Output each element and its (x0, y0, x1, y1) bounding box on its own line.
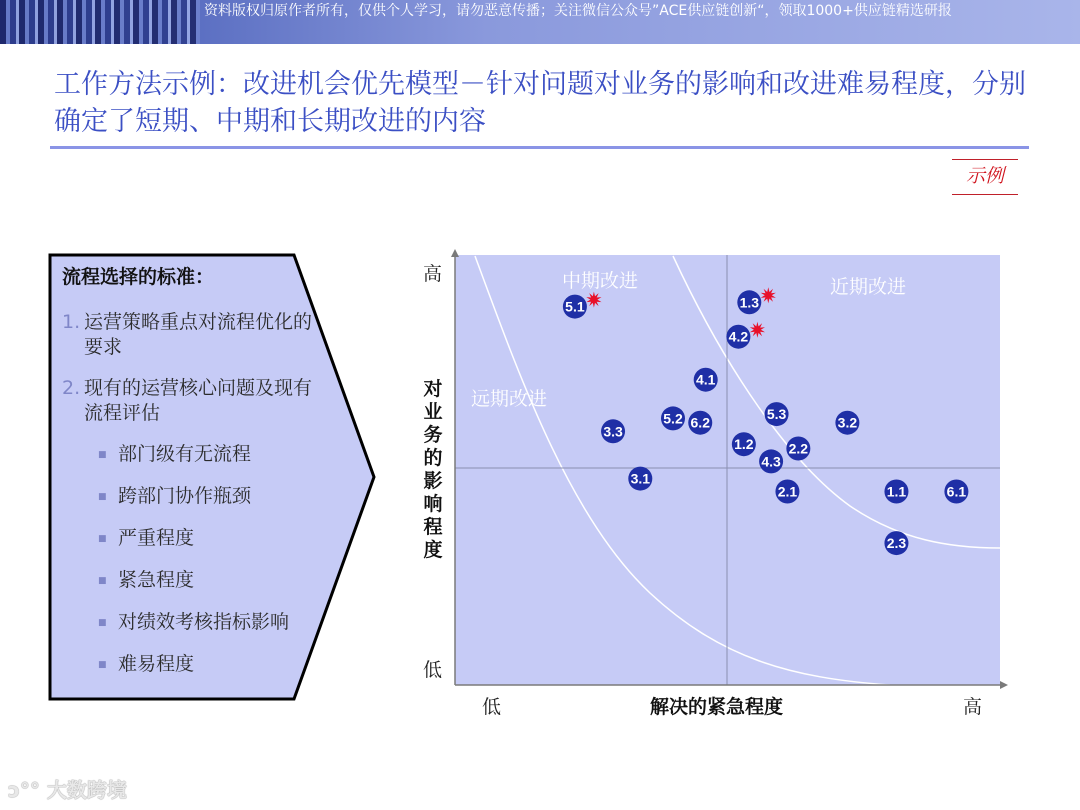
matrix-item-2-2 (786, 437, 810, 461)
criteria-item-number: 2. (62, 377, 81, 399)
bullet-square-icon: ■ (98, 492, 107, 502)
criteria-bullet-text: 紧急程度 (118, 569, 195, 591)
criteria-bullet (98, 610, 312, 636)
item-label: 1.2 (734, 436, 754, 453)
matrix-item-2-3 (884, 531, 908, 555)
item-label: 3.1 (630, 470, 651, 487)
top-banner (0, 0, 1080, 44)
brand-logo (8, 774, 127, 803)
item-label: 3.2 (837, 414, 858, 431)
y-axis-low-label: 低 (423, 659, 443, 681)
bullet-square-icon: ■ (98, 618, 107, 628)
bullet-square-icon: ■ (98, 660, 107, 670)
near-term-boundary-curve (673, 256, 1000, 548)
matrix-item-6-1 (944, 480, 968, 504)
priority-star-icon (761, 287, 776, 303)
criteria-item-number: 1. (62, 311, 81, 333)
logo-mark-icon: ↄ°° (8, 778, 40, 802)
item-label: 4.1 (695, 371, 716, 388)
y-axis-arrow-icon (451, 249, 459, 257)
matrix-item-3-1 (628, 467, 652, 491)
long-term-boundary-curve (475, 256, 890, 685)
y-axis-title: 对业务的影响程度 (423, 378, 443, 561)
matrix-item-1-2 (732, 432, 756, 456)
criteria-item (62, 376, 312, 426)
page-title: 工作方法示例：改进机会优先模型－针对问题对业务的影响和改进难易程度，分别确定了短期、中期和长期改进的内容 (54, 69, 1026, 137)
matrix-item-3-3 (601, 419, 625, 443)
item-label: 1.1 (886, 483, 907, 500)
matrix-item-4-3 (759, 449, 783, 473)
criteria-item-text: 运营策略重点对流程优化的要求 (84, 311, 313, 358)
item-label: 5.3 (766, 406, 787, 423)
criteria-bullet (98, 568, 312, 594)
item-label: 5.1 (565, 298, 585, 315)
item-label: 1.3 (739, 294, 760, 311)
title-divider (50, 146, 1029, 149)
criteria-bullet-text: 对绩效考核指标影响 (118, 611, 290, 633)
zone-long-term-label: 远期改进 (471, 388, 548, 410)
bullet-square-icon: ■ (98, 534, 107, 544)
item-label: 2.3 (886, 535, 907, 552)
items-layer (563, 287, 969, 555)
item-label: 6.1 (946, 483, 967, 500)
item-label: 3.3 (603, 423, 623, 440)
matrix-item-3-2 (835, 411, 859, 435)
matrix-item-5-2 (661, 406, 685, 430)
matrix-item-5-1 (563, 292, 602, 319)
item-label: 6.2 (690, 414, 710, 431)
example-tag: 示例 (952, 159, 1018, 195)
item-label: 4.3 (761, 453, 781, 470)
criteria-panel (62, 262, 312, 694)
matrix-item-4-1 (694, 368, 718, 392)
item-label: 2.1 (777, 483, 798, 500)
x-axis-arrow-icon (1000, 681, 1008, 689)
item-label: 2.2 (788, 440, 809, 457)
criteria-bullet (98, 442, 312, 468)
criteria-item-text: 现有的运营核心问题及现有流程评估 (84, 377, 313, 424)
criteria-item (62, 310, 312, 360)
criteria-bullet (98, 484, 312, 510)
criteria-bullet-text: 难易程度 (118, 653, 195, 675)
criteria-bullet-text: 严重程度 (118, 527, 195, 549)
priority-matrix (420, 248, 1010, 698)
matrix-item-5-3 (765, 402, 789, 426)
item-label: 4.2 (728, 328, 749, 345)
zone-near-term-label: 近期改进 (830, 276, 907, 298)
item-label: 5.2 (663, 410, 683, 427)
matrix-item-4-2 (726, 322, 765, 349)
logo-text: 大数跨境 (46, 778, 127, 802)
y-axis-high-label: 高 (423, 263, 443, 285)
priority-star-icon (750, 322, 765, 338)
bullet-square-icon: ■ (98, 450, 107, 460)
priority-star-icon (586, 292, 601, 308)
copyright-notice: 资料版权归原作者所有，仅供个人学习，请勿恶意传播；关注微信公众号”ACE供应链创新“，领取1000+供应链精选研报 (204, 3, 952, 19)
banner-decoration (0, 0, 200, 44)
criteria-bullet-text: 跨部门协作瓶颈 (118, 485, 252, 507)
bullet-square-icon: ■ (98, 576, 107, 586)
criteria-bullet (98, 526, 312, 552)
matrix-item-6-2 (688, 411, 712, 435)
matrix-item-1-1 (884, 480, 908, 504)
zone-mid-term-label: 中期改进 (562, 270, 639, 292)
x-axis-high-label: 高 (963, 696, 983, 718)
x-axis-low-label: 低 (482, 696, 502, 718)
matrix-item-1-3 (737, 287, 776, 314)
criteria-bullet (98, 652, 312, 678)
criteria-bullet-text: 部门级有无流程 (118, 443, 252, 465)
x-axis-title: 解决的紧急程度 (650, 696, 784, 718)
zone-curves (475, 256, 1000, 685)
matrix-item-2-1 (775, 480, 799, 504)
criteria-heading: 流程选择的标准： (62, 266, 215, 288)
